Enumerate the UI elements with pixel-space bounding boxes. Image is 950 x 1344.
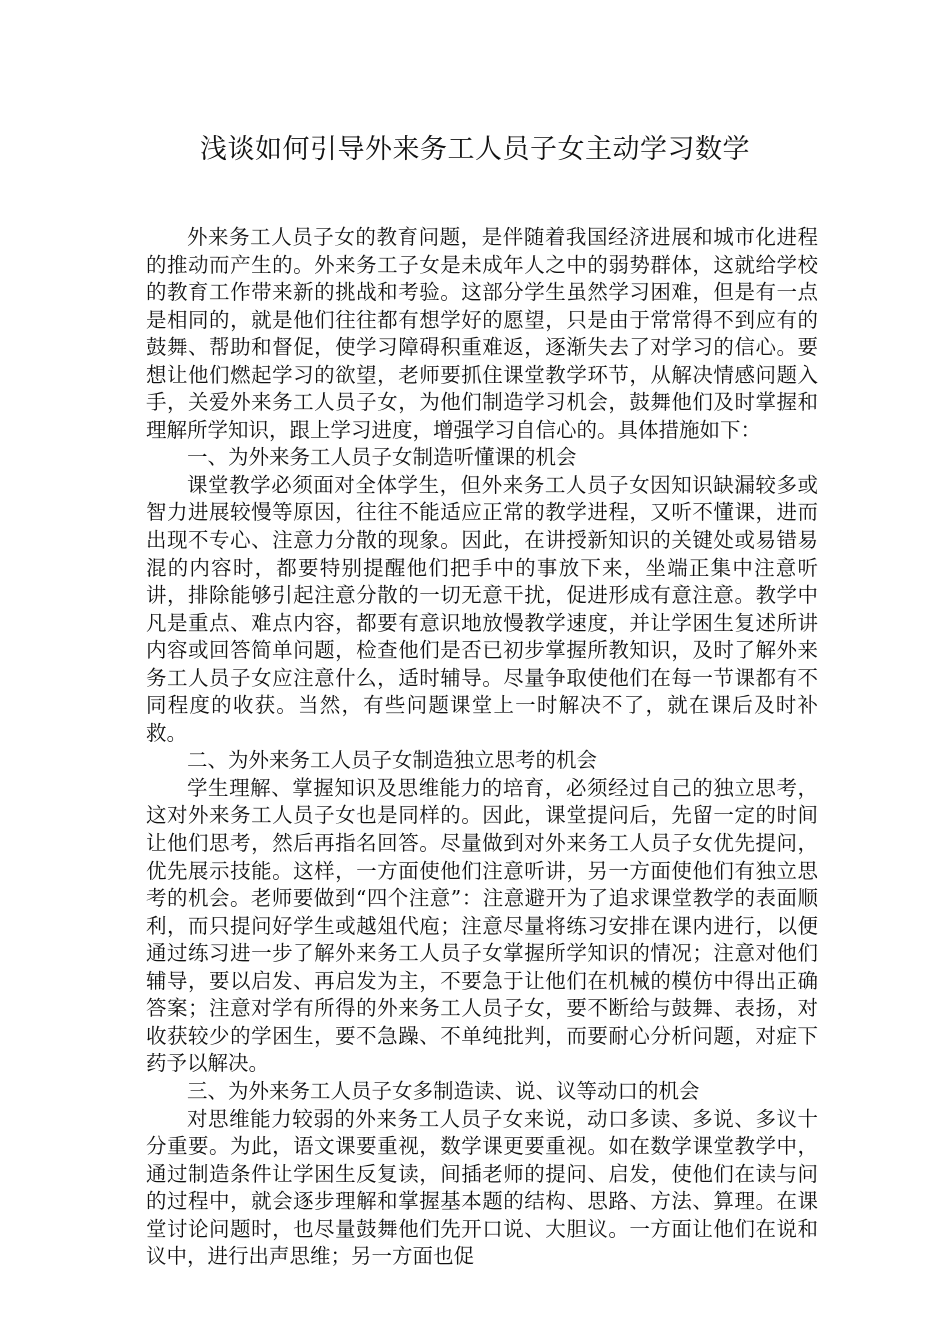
section-3-paragraph: 对思维能力较弱的外来务工人员子女来说，动口多读、多说、多议十分重要。为此，语文课要重视，数学课更要重视。如在数学课堂教学中，通过制造条件让学困生反复读，间插老师的提问、启发，使他们在读与问的过程中，就会逐步理解和掌握基本题的结构、思路、方法、算理。在课堂讨论问题时，也尽量鼓舞他们先开口说、大胆议。一方面让他们在说和议中，进行出声思维；另一方面也促 (146, 1106, 818, 1269)
document-title: 浅谈如何引导外来务工人员子女主动学习数学 (200, 134, 750, 165)
intro-paragraph: 外来务工人员子女的教育问题，是伴随着我国经济进展和城市化进程的推动而产生的。外来务工子女是未成年人之中的弱势群体，这就给学校的教育工作带来新的挑战和考验。这部分学生虽然学习困难，但是有一点是相同的，就是他们往往都有想学好的愿望，只是由于常常得不到应有的鼓舞、帮助和督促，使学习障碍积重难返，逐渐失去了对学习的信心。要想让他们燃起学习的欲望，老师要抓住课堂教学环节，从解决情感问题入手，关爱外来务工人员子女，为他们制造学习机会，鼓舞他们及时掌握和理解所学知识，跟上学习进度，增强学习自信心的。具体措施如下： (146, 225, 818, 442)
section-2-paragraph: 学生理解、掌握知识及思维能力的培育，必须经过自己的独立思考，这对外来务工人员子女也是同样的。因此，课堂提问后，先留一定的时间让他们思考，然后再指名回答。尽量做到对外来务工人员子女优先提问，优先展示技能。这样，一方面使他们注意听讲，另一方面使他们有独立思考的机会。老师要做到“四个注意”：注意避开为了追求课堂教学的表面顺利，而只提问好学生或越俎代庖；注意尽量将练习安排在课内进行，以便通过练习进一步了解外来务工人员子女掌握所学知识的情况；注意对他们辅导，要以启发、再启发为主，不要急于让他们在机械的模仿中得出正确答案；注意对学有所得的外来务工人员子女，要不断给与鼓舞、表扬，对收获较少的学困生，要不急躁、不单纯批判，而要耐心分析问题，对症下药予以解决。 (146, 775, 818, 1076)
section-1-paragraph: 课堂教学必须面对全体学生，但外来务工人员子女因知识缺漏较多或智力进展较慢等原因，往往不能适应正常的教学进程，又听不懂课，进而出现不专心、注意力分散的现象。因此，在讲授新知识的关键处或易错易混的内容时，都要特别提醒他们把手中的事放下来，坐端正集中注意听讲，排除能够引起注意分散的一切无意干扰，促进形成有意注意。教学中凡是重点、难点内容，都要有意识地放慢教学速度，并让学困生复述所讲内容或回答简单问题，检查他们是否已初步掌握所教知识，及时了解外来务工人员子女应注意什么，适时辅导。尽量争取使他们在每一节课都有不同程度的收获。当然，有些问题课堂上一时解决不了，就在课后及时补救。 (146, 472, 818, 745)
section-heading-3: 三、为外来务工人员子女多制造读、说、议等动口的机会 (187, 1078, 700, 1103)
section-heading-1: 一、为外来务工人员子女制造听懂课的机会 (187, 445, 577, 470)
document-body (146, 224, 818, 1271)
section-heading-2: 二、为外来务工人员子女制造独立思考的机会 (187, 748, 597, 773)
